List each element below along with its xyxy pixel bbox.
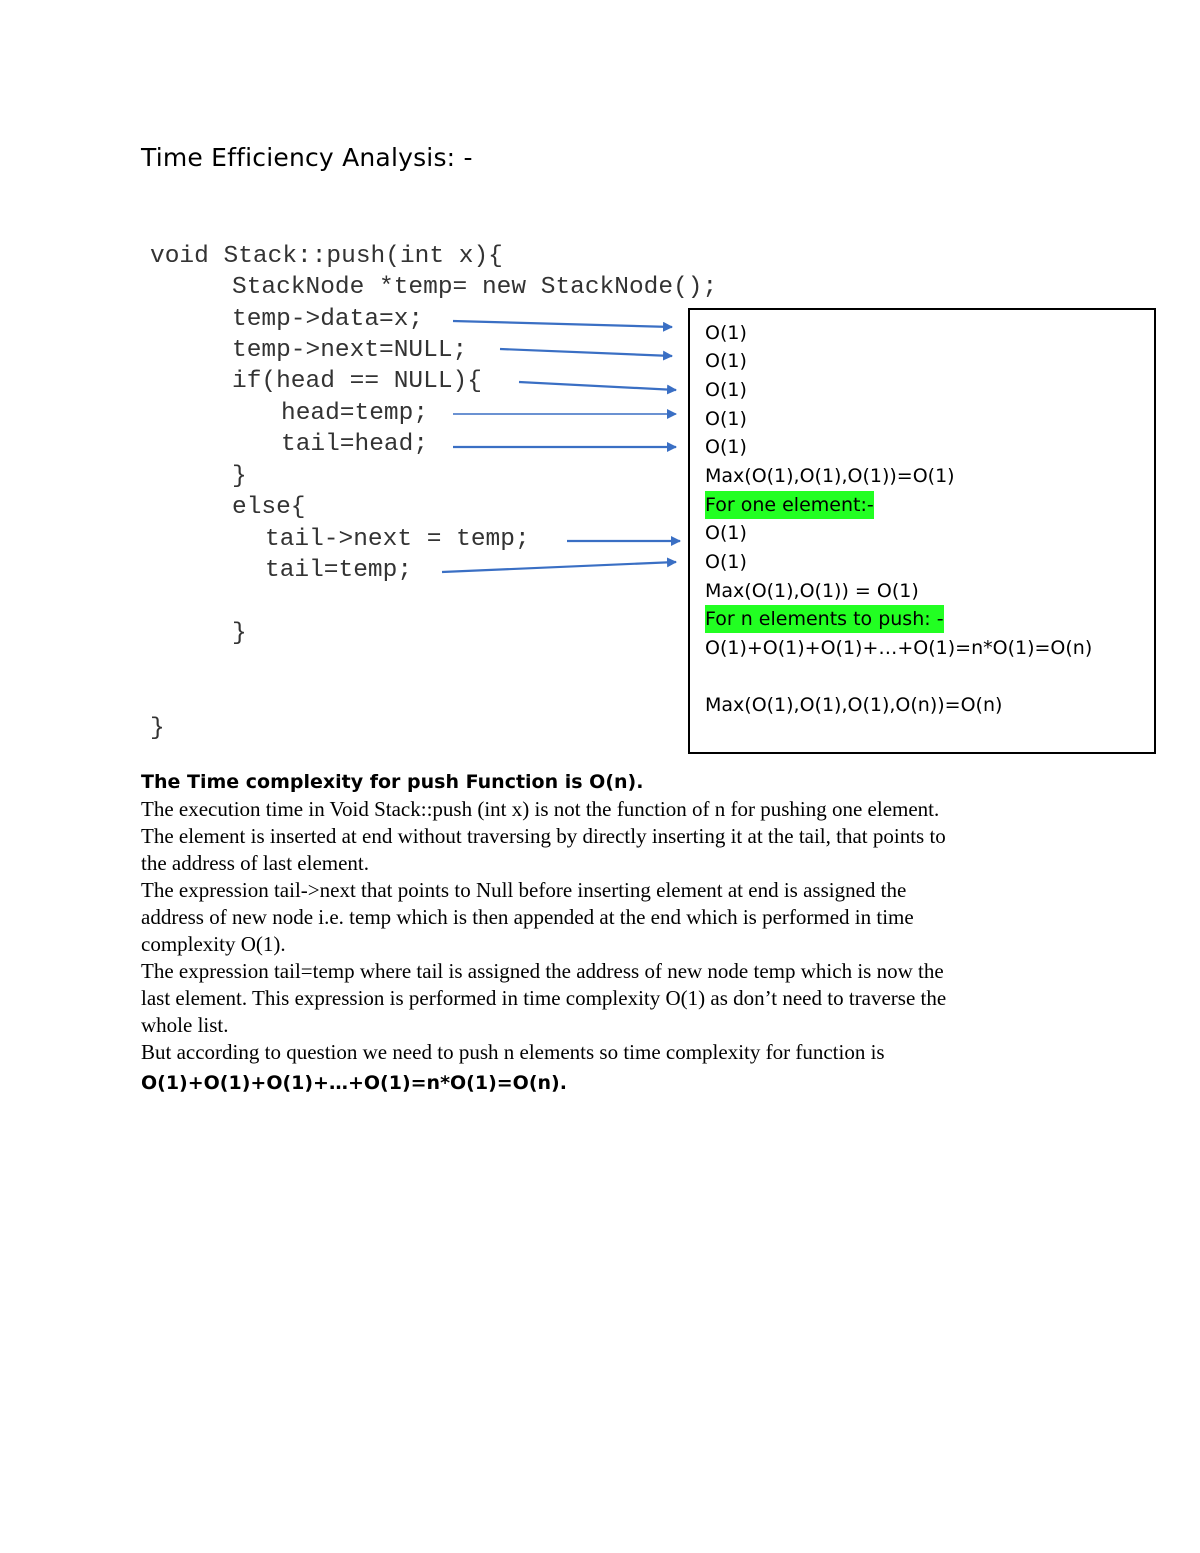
arrow-tail-temp [442, 562, 676, 572]
box-line-tail-next: O(1) [705, 522, 747, 544]
code-line-tail-next: tail->next = temp; [265, 526, 530, 553]
analysis-line: The expression tail=temp where tail is assigned the address of new node temp which is now the [141, 959, 944, 983]
analysis-line: complexity O(1). [141, 932, 286, 956]
arrow-data [453, 321, 672, 327]
arrow-if-head [519, 382, 676, 390]
analysis-line: The element is inserted at end without traversing by directly inserting it at the tail, that points to [141, 824, 946, 848]
code-line-tail-temp: tail=temp; [265, 557, 413, 584]
box-line-final-max: Max(O(1),O(1),O(1),O(n))=O(n) [705, 694, 1003, 716]
code-line-data: temp->data=x; [232, 306, 424, 333]
analysis-title: The Time complexity for push Function is O(n). [141, 771, 644, 793]
code-line-next-null: temp->next=NULL; [232, 337, 468, 364]
box-line-max-if: Max(O(1),O(1),O(1))=O(1) [705, 465, 955, 487]
analysis-line: the address of last element. [141, 851, 370, 875]
analysis-line: The execution time in Void Stack::push (int x) is not the function of n for pushing one element. [141, 797, 940, 821]
code-line-else: else{ [232, 494, 306, 521]
analysis-line: last element. This expression is performed in time complexity O(1) as don’t need to traverse the [141, 986, 947, 1010]
code-line-new-node: StackNode *temp= new StackNode(); [232, 274, 718, 301]
box-line-next: O(1) [705, 350, 747, 372]
complexity-box [688, 308, 1156, 754]
analysis-line: But according to question we need to push n elements so time complexity for function is [141, 1040, 885, 1064]
analysis-line: The expression tail->next that points to Null before inserting element at end is assigned the [141, 878, 907, 902]
analysis-line: whole list. [141, 1013, 229, 1037]
box-line-tail: O(1) [705, 436, 747, 458]
analysis-conclusion: O(1)+O(1)+O(1)+…+O(1)=n*O(1)=O(n). [141, 1072, 567, 1094]
code-line-signature: void Stack::push(int x){ [150, 243, 503, 270]
analysis-line: address of new node i.e. temp which is then appended at the end which is performed in time [141, 905, 914, 929]
box-highlight-one-element: For one element:- [705, 491, 874, 519]
code-line-else-close: } [232, 620, 247, 647]
code-line-if-close: } [232, 463, 247, 490]
box-line-sum: O(1)+O(1)+O(1)+…+O(1)=n*O(1)=O(n) [705, 637, 1093, 659]
page-heading: Time Efficiency Analysis: - [141, 143, 473, 172]
code-line-if-head: if(head == NULL){ [232, 368, 482, 395]
box-highlight-n-elements: For n elements to push: - [705, 605, 944, 633]
box-line-data: O(1) [705, 322, 747, 344]
box-line-head: O(1) [705, 408, 747, 430]
box-line-if: O(1) [705, 379, 747, 401]
code-line-tail-head: tail=head; [281, 431, 429, 458]
box-line-max-else: Max(O(1),O(1)) = O(1) [705, 580, 919, 602]
box-line-tail-temp: O(1) [705, 551, 747, 573]
code-line-function-close: } [150, 715, 165, 742]
arrow-next-null [500, 349, 672, 356]
code-line-head-temp: head=temp; [281, 400, 429, 427]
